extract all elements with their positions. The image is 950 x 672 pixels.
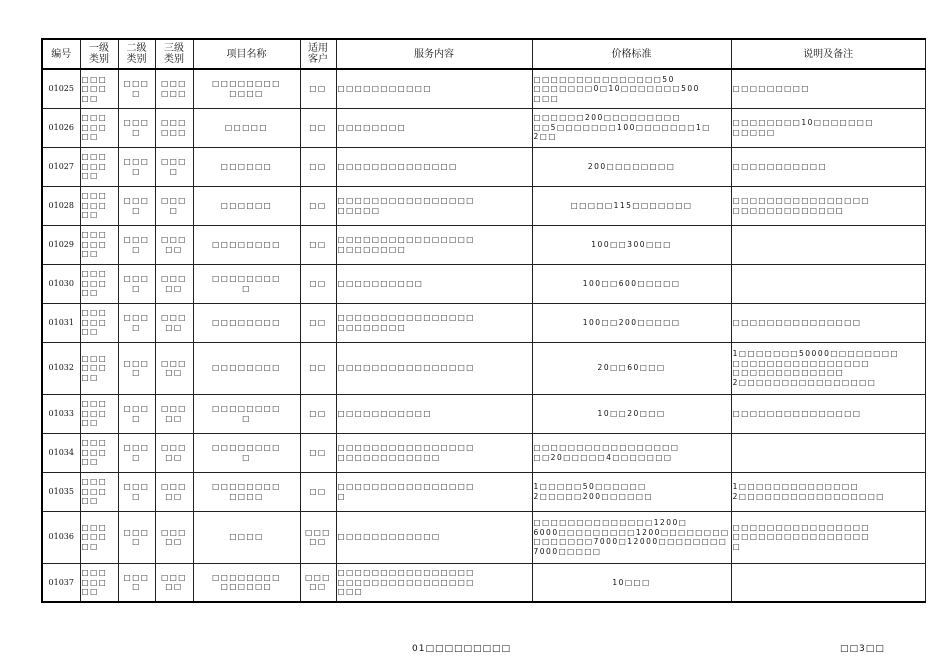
price-standard: 10□□20□□□ [597, 408, 666, 418]
customer-type: □□ [309, 122, 327, 132]
price-standard: 20□□60□□□ [597, 363, 666, 373]
category-level2-cell [118, 394, 155, 433]
item-name-cell [193, 264, 300, 303]
category-level2: □□□ □ [123, 79, 150, 98]
customer-type-cell [300, 394, 336, 433]
category-level2-cell [118, 225, 155, 264]
header-customer [300, 39, 336, 69]
remark: 1□□□□□□□50000□□□□□□□□ □□□□□□□□□□□□□□□□ □□□□□□□□□□□□□ 2□□□□□□□□□□□□□□□□ [732, 349, 900, 387]
table-row [42, 186, 925, 225]
price-standard-cell [532, 264, 731, 303]
customer-type-cell [300, 108, 336, 147]
category-level3: □□□ □□ [161, 404, 187, 423]
category-level2: □□□ □ [123, 313, 150, 332]
remark: □□□□□□□□□□□□□□□□ □□□□□□□□□□□□□ [732, 196, 871, 215]
remark-cell [731, 342, 925, 394]
customer-type-cell [300, 225, 336, 264]
row-id-cell [42, 342, 80, 394]
category-level1: □□□ □□□ □□ [81, 477, 108, 506]
category-level3: □□□ □□ [161, 482, 187, 501]
service-content-cell [336, 563, 532, 602]
remark: □□□□□□□□□□□□□□□□ □□□□□□□□□□□□□□□□ □ [732, 522, 871, 551]
table-row [42, 225, 925, 264]
customer-type: □□ [309, 408, 327, 418]
category-level3: □□□ □□ [161, 274, 187, 293]
price-standard-cell [532, 472, 731, 511]
price-standard-cell [532, 394, 731, 433]
row-id-cell [42, 511, 80, 563]
category-level3: □□□ □ [161, 196, 187, 215]
category-level1-cell [80, 433, 118, 472]
item-name: □□□□□□□□ [212, 363, 281, 373]
price-standard-cell [532, 186, 731, 225]
category-level2: □□□ □ [123, 118, 150, 137]
price-standard: 1□□□□□50□□□□□□ 2□□□□□200□□□□□□ [533, 482, 654, 501]
service-content-cell [336, 264, 532, 303]
row-id: 01028 [48, 200, 74, 210]
category-level2: □□□ □ [123, 404, 150, 423]
category-level1: □□□ □□□ □□ [81, 152, 108, 181]
category-level2: □□□ □ [123, 235, 150, 254]
item-name-cell [193, 303, 300, 342]
table-row [42, 108, 925, 147]
header-level3 [155, 39, 193, 69]
price-standard-cell [532, 69, 731, 108]
category-level2-cell [118, 342, 155, 394]
category-level1: □□□ □□□ □□ [81, 308, 108, 337]
category-level2: □□□ □ [123, 274, 150, 293]
header-service-label: 服务内容 [414, 48, 454, 60]
category-level3: □□□ □□ [161, 443, 187, 462]
remark: □□□□□□□□□ [732, 84, 810, 93]
category-level2-cell [118, 264, 155, 303]
remark-cell [731, 264, 925, 303]
price-standard-cell [532, 108, 731, 147]
item-name-cell [193, 108, 300, 147]
price-standard: 200□□□□□□□□ [587, 161, 676, 171]
item-name: □□□□□□□□ □ [212, 274, 281, 293]
row-id-cell [42, 225, 80, 264]
header-note [731, 39, 925, 69]
row-id: 01036 [48, 532, 74, 542]
item-name-cell [193, 472, 300, 511]
customer-type: □□ [309, 363, 327, 373]
item-name: □□□□□□□□ □□□□ [212, 79, 281, 98]
category-level2: □□□ □ [123, 358, 150, 377]
service-content: □□□□□□□□□□ [337, 278, 424, 288]
customer-type-cell [300, 303, 336, 342]
category-level3-cell [155, 433, 193, 472]
price-standard-cell [532, 303, 731, 342]
item-name-cell [193, 225, 300, 264]
remark: □□□□□□□□□□□□□□□ [732, 408, 862, 418]
price-standard: 100□□300□□□ [591, 239, 672, 249]
category-level1-cell [80, 342, 118, 394]
category-level3: □□□ □□ [161, 235, 187, 254]
category-level3-cell [155, 147, 193, 186]
category-level1-cell [80, 108, 118, 147]
customer-type-cell [300, 186, 336, 225]
category-level1: □□□ □□□ □□ [81, 230, 108, 259]
item-name-cell [193, 394, 300, 433]
row-id: 01032 [48, 363, 74, 373]
category-level1-cell [80, 225, 118, 264]
service-content: □□□□□□□□□□□ [337, 408, 432, 418]
remark-cell [731, 108, 925, 147]
table-row [42, 472, 925, 511]
item-name-cell [193, 563, 300, 602]
category-level1-cell [80, 69, 118, 108]
row-id-cell [42, 303, 80, 342]
header-level2 [118, 39, 155, 69]
row-id-cell [42, 147, 80, 186]
item-name: □□□□□□ [220, 161, 273, 171]
category-level2: □□□ □ [123, 196, 150, 215]
service-content-cell [336, 433, 532, 472]
item-name-cell [193, 342, 300, 394]
row-id-cell [42, 186, 80, 225]
category-level1: □□□ □□□ □□ [81, 269, 108, 298]
remark: 1□□□□□□□□□□□□□□ 2□□□□□□□□□□□□□□□□□ [732, 482, 885, 501]
row-id: 01026 [48, 122, 74, 132]
category-level2: □□□ □ [123, 482, 150, 501]
service-content-cell [336, 342, 532, 394]
category-level1: □□□ □□□ □□ [81, 353, 108, 382]
service-content: □□□□□□□□□□□□□□□□ □ [337, 482, 475, 501]
price-standard-cell [532, 225, 731, 264]
category-level3-cell [155, 472, 193, 511]
category-level1: □□□ □□□ □□ [81, 438, 108, 467]
remark-cell [731, 186, 925, 225]
customer-type: □□ [309, 84, 327, 93]
row-id: 01029 [48, 239, 74, 249]
header-price [532, 39, 731, 69]
price-standard-cell [532, 342, 731, 394]
header-id [42, 39, 80, 69]
category-level1-cell [80, 186, 118, 225]
customer-type: □□ [309, 161, 327, 171]
category-level2-cell [118, 511, 155, 563]
row-id: 01034 [48, 447, 74, 457]
category-level1-cell [80, 563, 118, 602]
service-content: □□□□□□□□□□□□□□□□ [337, 363, 475, 373]
category-level3: □□□ □□□ [161, 118, 187, 137]
row-id-cell [42, 433, 80, 472]
service-content: □□□□□□□□□□□□□□□□ □□□□□□□□□□□□□□□□ □□□ [337, 568, 475, 596]
table-row [42, 394, 925, 433]
category-level3: □□□ □□ [161, 358, 187, 377]
price-standard-cell [532, 563, 731, 602]
category-level3-cell [155, 394, 193, 433]
remark-cell [731, 433, 925, 472]
category-level1-cell [80, 303, 118, 342]
header-service [336, 39, 532, 69]
category-level2: □□□ □ [123, 572, 150, 592]
customer-type: □□ [309, 317, 327, 327]
service-content: □□□□□□□□□□□□□□□□ □□□□□□□□□□□□ [337, 443, 475, 462]
table-row [42, 342, 925, 394]
customer-type: □□ [309, 447, 327, 457]
service-content-cell [336, 69, 532, 108]
category-level2: □□□ □ [123, 157, 150, 176]
item-name: □□□□□□□□ □□□□□□ [212, 572, 281, 592]
header-level1-label: 一级 类别 [89, 43, 109, 65]
row-id: 01035 [48, 486, 74, 496]
header-level1 [80, 39, 118, 69]
header-level2-label: 二级 类别 [126, 43, 147, 65]
price-standard-cell [532, 147, 731, 186]
service-content: □□□□□□□□□□□□□□□□ □□□□□□□□ [337, 235, 475, 254]
row-id-cell [42, 108, 80, 147]
service-content: □□□□□□□□□□□ [337, 84, 432, 93]
remark-cell [731, 563, 925, 602]
customer-type: □□ [309, 486, 327, 496]
service-content: □□□□□□□□□□□□□□□□ □□□□□ [337, 196, 475, 215]
category-level3-cell [155, 563, 193, 602]
customer-type-cell [300, 563, 336, 602]
table-row [42, 511, 925, 563]
item-name: □□□□□ [225, 122, 268, 132]
service-content-cell [336, 511, 532, 563]
item-name: □□□□□□□□ [212, 239, 281, 249]
category-level3: □□□ □□ [161, 572, 187, 592]
category-level3: □□□ □□ [161, 313, 187, 332]
page-number: □□3□□ [840, 644, 885, 654]
row-id-cell [42, 264, 80, 303]
price-standard: 100□□600□□□□□ [582, 278, 681, 288]
category-level3: □□□ □□□ [161, 79, 187, 98]
item-name: □□□□□□□□ [212, 317, 281, 327]
customer-type-cell [300, 342, 336, 394]
service-content: □□□□□□□□□□□□ [337, 532, 441, 542]
header-customer-label: 适用 客户 [308, 43, 328, 65]
row-id: 01033 [48, 408, 74, 418]
category-level2: □□□ □ [123, 527, 150, 546]
customer-type: □□□ □□ [305, 572, 331, 592]
table-row [42, 563, 925, 602]
header-name-label: 项目名称 [226, 48, 267, 60]
category-level2-cell [118, 472, 155, 511]
service-content-cell [336, 186, 532, 225]
category-level2-cell [118, 303, 155, 342]
table-row [42, 69, 925, 108]
footer-title: 01□□□□□□□□□ [412, 644, 511, 654]
row-id-cell [42, 69, 80, 108]
header-name [193, 39, 300, 69]
customer-type: □□□ □□ [305, 527, 331, 546]
category-level3-cell [155, 511, 193, 563]
header-level3-label: 三级 类别 [164, 43, 184, 65]
category-level1: □□□ □□□ □□ [81, 113, 108, 142]
item-name: □□□□□□ [220, 200, 273, 210]
table-row [42, 303, 925, 342]
customer-type-cell [300, 472, 336, 511]
remark-cell [731, 511, 925, 563]
service-content-cell [336, 472, 532, 511]
category-level3: □□□ □ [161, 157, 187, 176]
price-standard-cell [532, 433, 731, 472]
category-level1-cell [80, 264, 118, 303]
customer-type: □□ [309, 239, 327, 249]
category-level1: □□□ □□□ □□ [81, 74, 108, 103]
item-name-cell [193, 69, 300, 108]
table-row [42, 147, 925, 186]
header-id-label: 编号 [51, 48, 72, 60]
category-level1: □□□ □□□ □□ [81, 568, 108, 596]
category-level1-cell [80, 394, 118, 433]
remark-cell [731, 394, 925, 433]
item-name: □□□□ [229, 532, 264, 542]
item-name: □□□□□□□□ □ [212, 443, 281, 462]
category-level2-cell [118, 563, 155, 602]
category-level3-cell [155, 186, 193, 225]
service-content-cell [336, 303, 532, 342]
item-name-cell [193, 186, 300, 225]
price-table [41, 38, 926, 603]
price-standard: □□□□□□□□□□□□□□1200□ 6000□□□□□□□□□1200□□□□□□□□ □□□□□□□7000□12000□□□□□□□□ 7000□□□□□ [533, 518, 730, 556]
category-level2-cell [118, 147, 155, 186]
category-level2: □□□ □ [123, 443, 150, 462]
remark: □□□□□□□□10□□□□□□□ □□□□□ [732, 118, 874, 137]
remark: □□□□□□□□□□□□□□□ [732, 317, 862, 327]
category-level2-cell [118, 186, 155, 225]
item-name-cell [193, 511, 300, 563]
service-content: □□□□□□□□□□□□□□ [337, 161, 458, 171]
service-content-cell [336, 225, 532, 264]
service-content-cell [336, 394, 532, 433]
row-id-cell [42, 394, 80, 433]
category-level3-cell [155, 108, 193, 147]
price-standard: □□□□□□200□□□□□□□□□ □□5□□□□□□□100□□□□□□□1□ 2□□ [533, 113, 711, 142]
header-row [42, 39, 925, 69]
item-name: □□□□□□□□ □□□□ [212, 482, 281, 501]
customer-type-cell [300, 264, 336, 303]
remark: □□□□□□□□□□□ [732, 161, 828, 171]
price-standard-cell [532, 511, 731, 563]
category-level3-cell [155, 264, 193, 303]
table-row [42, 264, 925, 303]
row-id: 01030 [48, 278, 74, 288]
customer-type-cell [300, 147, 336, 186]
category-level1: □□□ □□□ □□ [81, 191, 108, 220]
customer-type-cell [300, 433, 336, 472]
remark-cell [731, 225, 925, 264]
category-level3-cell [155, 342, 193, 394]
customer-type: □□ [309, 200, 327, 210]
item-name-cell [193, 147, 300, 186]
service-content-cell [336, 147, 532, 186]
row-id-cell [42, 563, 80, 602]
item-name-cell [193, 433, 300, 472]
header-note-label: 说明及备注 [803, 48, 854, 60]
category-level3: □□□ □□ [161, 527, 187, 546]
category-level1: □□□ □□□ □□ [81, 399, 108, 428]
price-standard: 10□□□ [612, 577, 651, 587]
category-level2-cell [118, 108, 155, 147]
category-level2-cell [118, 69, 155, 108]
category-level2-cell [118, 433, 155, 472]
table-row [42, 433, 925, 472]
row-id-cell [42, 472, 80, 511]
item-name: □□□□□□□□ □ [212, 404, 281, 423]
service-content: □□□□□□□□ [337, 122, 407, 132]
customer-type: □□ [309, 278, 327, 288]
category-level3-cell [155, 303, 193, 342]
price-standard: □□□□□□□□□□□□□□□50 □□□□□□□0□10□□□□□□□500 □□□ [533, 74, 700, 103]
category-level1: □□□ □□□ □□ [81, 522, 108, 551]
price-standard: □□□□□115□□□□□□□ [570, 200, 693, 210]
header-price-label: 价格标准 [611, 48, 652, 60]
category-level1-cell [80, 511, 118, 563]
price-standard: 100□□200□□□□□ [582, 317, 681, 327]
row-id: 01025 [48, 84, 74, 93]
category-level1-cell [80, 147, 118, 186]
price-standard: □□□□□□□□□□□□□□□□□ □□20□□□□□4□□□□□□□ [533, 443, 680, 462]
service-content-cell [336, 108, 532, 147]
row-id: 01027 [48, 161, 74, 171]
service-content: □□□□□□□□□□□□□□□□ □□□□□□□□ [337, 313, 475, 332]
remark-cell [731, 69, 925, 108]
category-level3-cell [155, 225, 193, 264]
category-level3-cell [155, 69, 193, 108]
category-level1-cell [80, 472, 118, 511]
remark-cell [731, 472, 925, 511]
remark-cell [731, 303, 925, 342]
remark-cell [731, 147, 925, 186]
row-id: 01031 [48, 317, 74, 327]
customer-type-cell [300, 511, 336, 563]
row-id: 01037 [48, 577, 74, 587]
customer-type-cell [300, 69, 336, 108]
